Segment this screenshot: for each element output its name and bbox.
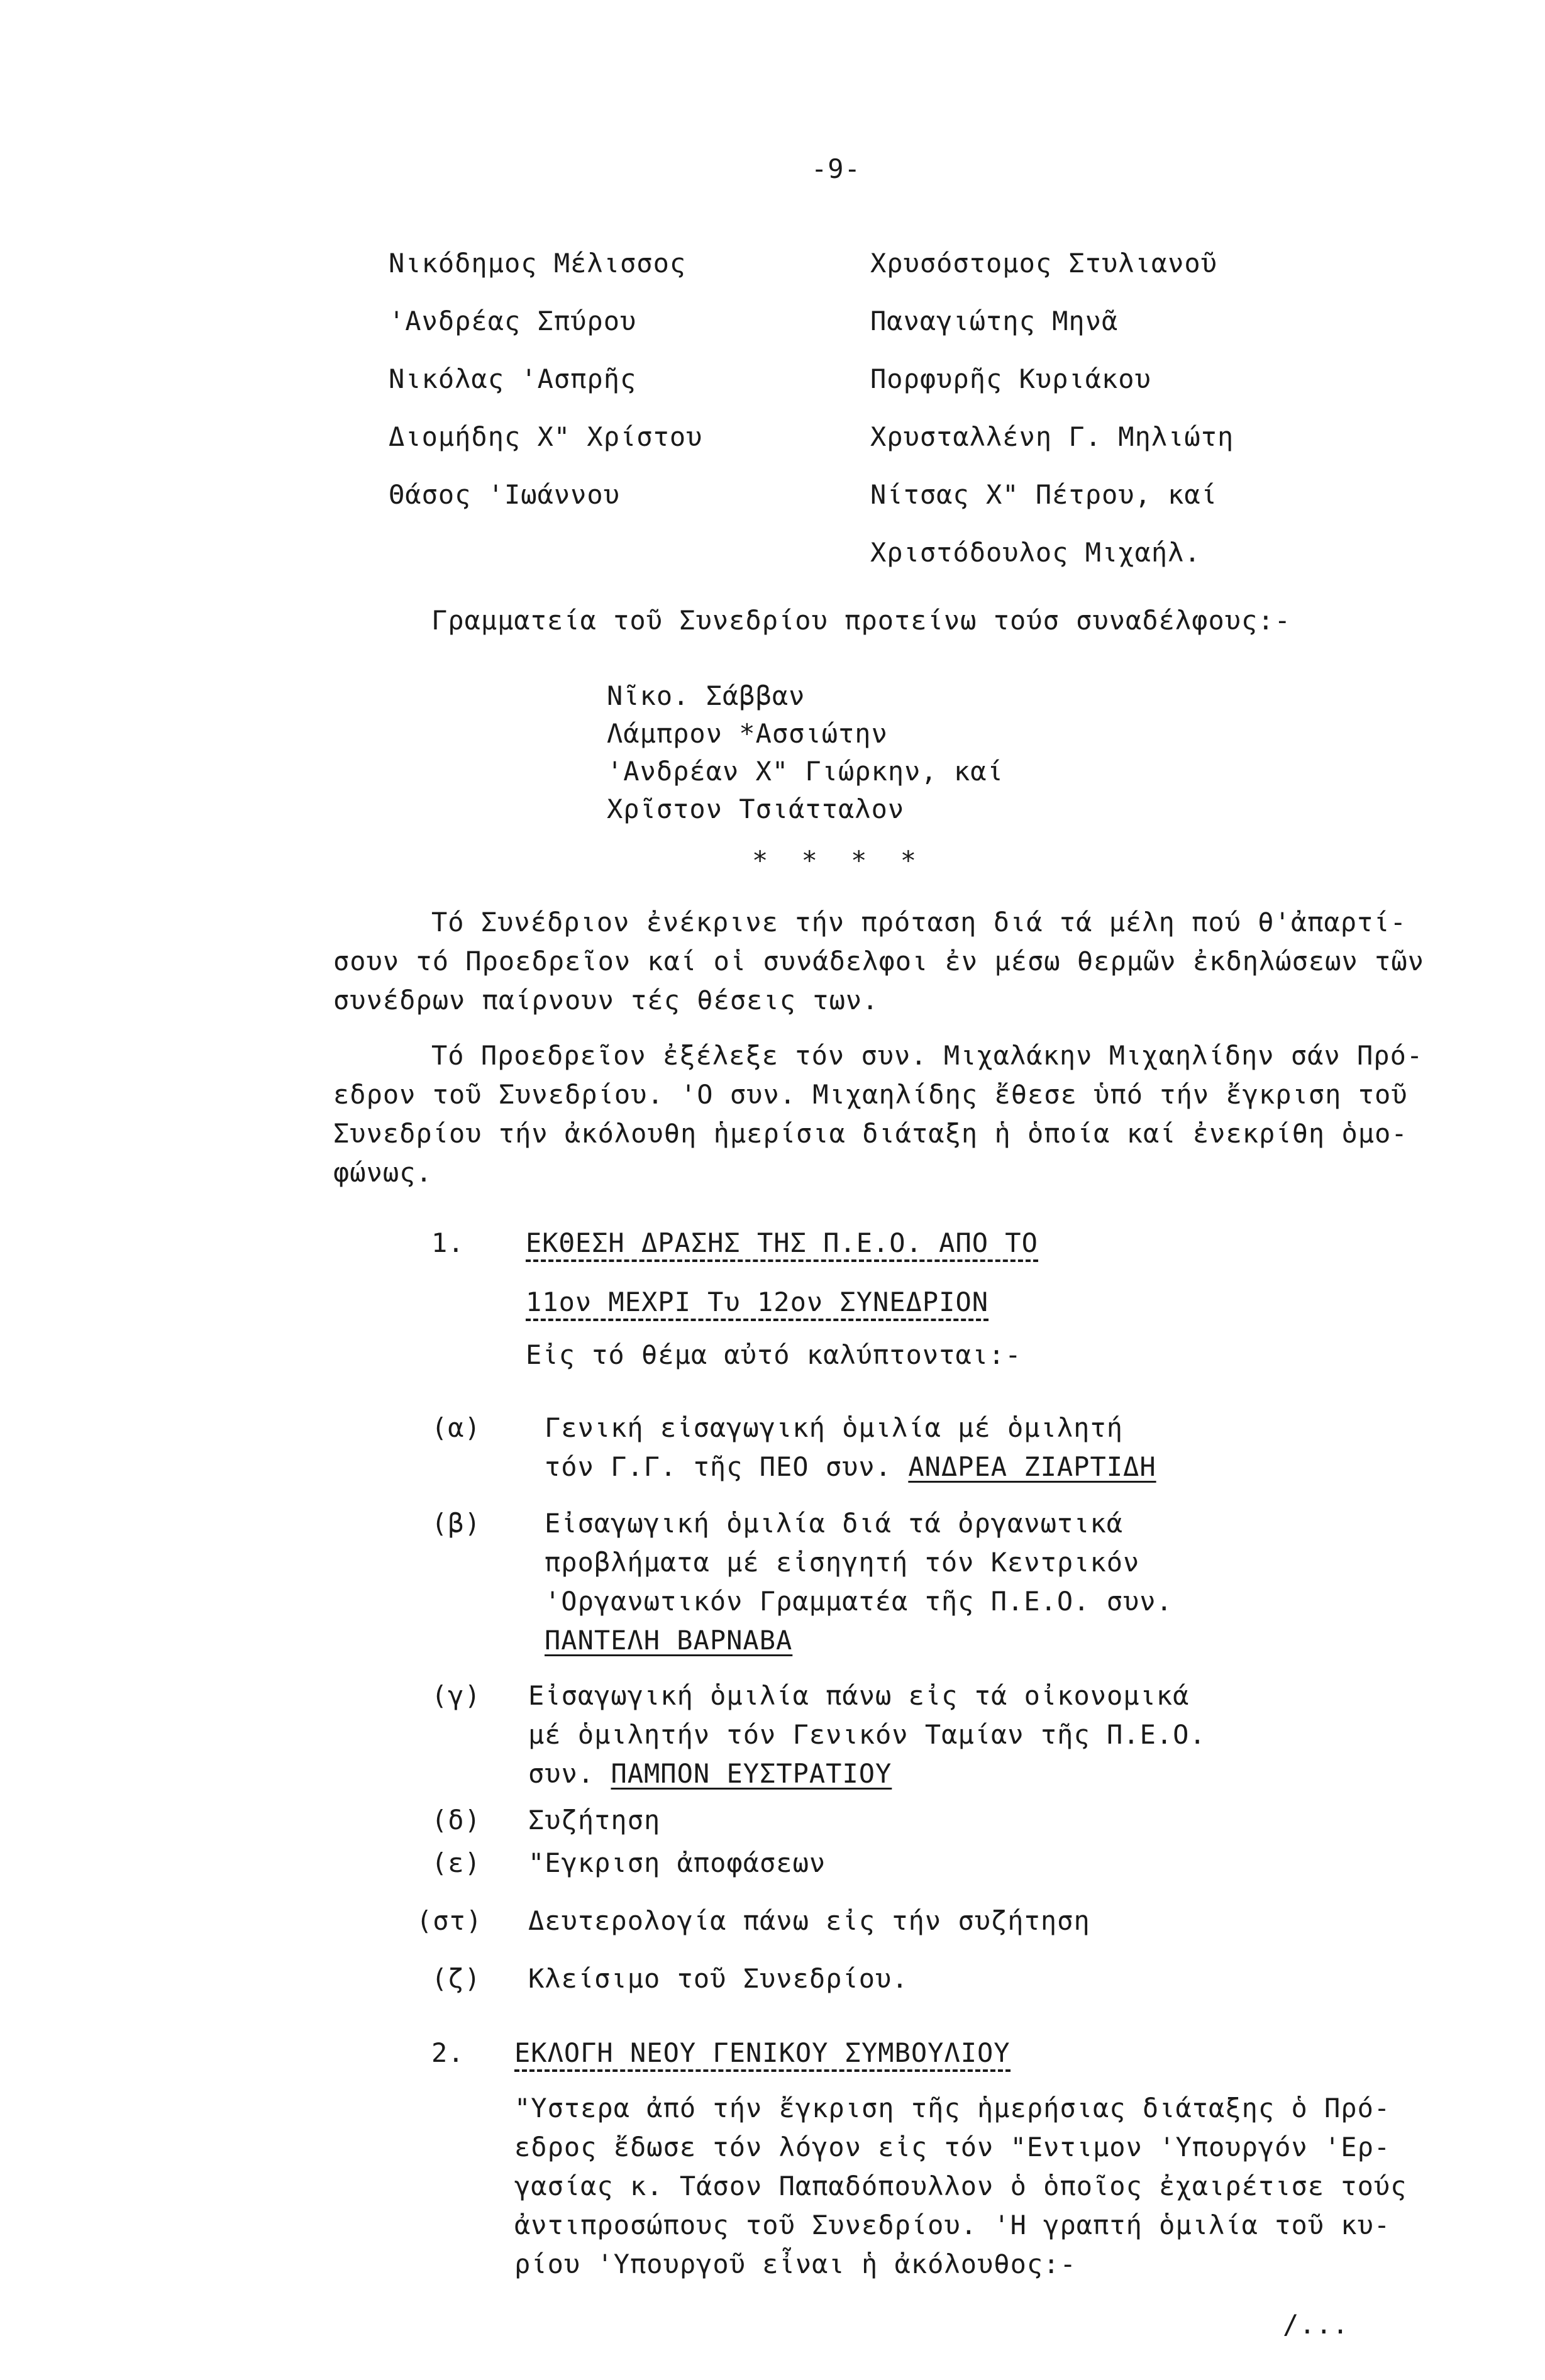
subitem-c-label: (γ) — [431, 1680, 481, 1711]
secretariat-name-4: Χρῖστον Τσιάτταλον — [607, 794, 905, 824]
secretariat-intro: Γραμματεία τοῦ Συνεδρίου προτείνω τούσ συναδέλφους:- — [431, 605, 1291, 636]
subitem-e-line-1: "Εγκριση ἀποφάσεων — [528, 1847, 826, 1878]
para2-line-3: Συνεδρίου τήν ἀκόλουθη ἡμερίσια διάταξη ἡ ὁποία καί ἐνεκρίθη ὁμο- — [333, 1118, 1408, 1149]
subitem-a-line-1: Γενική εἰσαγωγική ὁμιλία μέ ὁμιλητή — [545, 1412, 1124, 1443]
subitem-c-line-2: μέ ὁμιλητήν τόν Γενικόν Ταμίαν τῆς Π.Ε.Ο. — [528, 1719, 1206, 1750]
subitem-c-line-3 — [528, 1754, 892, 1793]
para2-line-1: Τό Προεδρεῖον ἐξέλεξε τόν συν. Μιχαλάκην Μιχαηλίδην σάν Πρό- — [431, 1040, 1424, 1071]
item1-heading-line-1 — [526, 1224, 1038, 1263]
subitem-c-speaker: ΠΑΜΠΟΝ ΕΥΣΤΡΑΤΙΟΥ — [611, 1758, 892, 1789]
name-left-4: Διομήδης Χ" Χρίστου — [389, 421, 703, 452]
separator-asterisks: * * * * — [752, 845, 926, 876]
subitem-b-speaker: ΠΑΝΤΕΛΗ ΒΑΡΝΑΒΑ — [545, 1625, 793, 1656]
subitem-st-label: (στ) — [416, 1905, 483, 1936]
item2-number: 2. — [431, 2037, 465, 2068]
item2-line-2: εδρος ἔδωσε τόν λόγον εἰς τόν "Εντιμον 'Υπουργόν 'Ερ- — [514, 2132, 1391, 2162]
secretariat-name-3: 'Ανδρέαν Χ" Γιώρκην, καί — [607, 756, 1004, 787]
subitem-b-line-2: προβλήματα μέ εἰσηγητή τόν Κεντρικόν — [545, 1547, 1140, 1578]
item2-heading: ΕΚΛΟΓΗ ΝΕΟΥ ΓΕΝΙΚΟΥ ΣΥΜΒΟΥΛΙΟΥ — [514, 2037, 1011, 2072]
subitem-a-label: (α) — [431, 1412, 481, 1443]
subitem-b-label: (β) — [431, 1508, 481, 1539]
para2-line-4: φώνως. — [333, 1157, 433, 1188]
item2-line-4: ἀντιπροσώπους τοῦ Συνεδρίου. 'Η γραπτή ὁμιλία τοῦ κυ- — [514, 2210, 1391, 2240]
item1-heading-text-2: 11ον ΜΕΧΡΙ Τυ 12ον ΣΥΝΕΔΡΙΟΝ — [526, 1287, 988, 1321]
subitem-b-speaker-line — [545, 1621, 792, 1660]
para1-line-3: συνέδρων παίρνουν τές θέσεις των. — [333, 985, 879, 1016]
name-left-3: Νικόλας 'Ασπρῆς — [389, 363, 637, 394]
item1-intro: Εἰς τό θέμα αὐτό καλύπτονται:- — [526, 1339, 1022, 1370]
name-right-6: Χριστόδουλος Μιχαήλ. — [870, 537, 1201, 568]
name-right-5: Νίτσας Χ" Πέτρου, καί — [870, 479, 1218, 510]
name-right-3: Πορφυρῆς Κυριάκου — [870, 363, 1151, 394]
para1-line-2: σουν τό Προεδρεῖον καί οἱ συνάδελφοι ἐν μέσω θερμῶν ἐκδηλώσεων τῶν — [333, 946, 1424, 977]
subitem-z-label: (ζ) — [431, 1963, 481, 1994]
subitem-d-label: (δ) — [431, 1805, 481, 1835]
name-left-2: 'Ανδρέας Σπύρου — [389, 306, 637, 336]
name-right-2: Παναγιώτης Μηνᾶ — [870, 306, 1119, 336]
subitem-z-line-1: Κλείσιμο τοῦ Συνεδρίου. — [528, 1963, 909, 1994]
para1-line-1: Τό Συνέδριον ἐνέκρινε τήν πρόταση διά τά μέλη πού θ'ἀπαρτί- — [431, 907, 1407, 938]
item2-heading-line — [514, 2034, 1011, 2073]
subitem-a-speaker: ΑΝΔΡΕΑ ΖΙΑΡΤΙΔΗ — [908, 1451, 1156, 1482]
subitem-a-line-2 — [545, 1447, 1156, 1486]
item2-line-5: ρίου 'Υπουργοῦ εἶναι ἡ ἀκόλουθος:- — [514, 2249, 1077, 2279]
secretariat-name-2: Λάμπρον *Ασσιώτην — [607, 718, 888, 749]
para2-line-2: εδρον τοῦ Συνεδρίου. 'Ο συν. Μιχαηλίδης ἔθεσε ὑπό τήν ἔγκριση τοῦ — [333, 1079, 1408, 1110]
name-left-5: Θάσος 'Ιωάννου — [389, 479, 621, 510]
subitem-b-line-1: Εἰσαγωγική ὁμιλία διά τά ὀργανωτικά — [545, 1508, 1124, 1539]
name-left-1: Νικόδημος Μέλισσος — [389, 248, 687, 279]
subitem-st-line-1: Δευτερολογία πάνω εἰς τήν συζήτηση — [528, 1905, 1090, 1936]
continuation-mark: /... — [1283, 2309, 1349, 2340]
subitem-e-label: (ε) — [431, 1847, 481, 1878]
subitem-a-line-2-text: τόν Γ.Γ. τῆς ΠΕΟ συν. — [545, 1451, 892, 1482]
page-number: -9- — [811, 153, 861, 184]
subitem-c-line-3-text: συν. — [528, 1758, 595, 1789]
item2-line-3: γασίας κ. Τάσον Παπαδόπουλλον ὁ ὁποῖος ἐχαιρέτισε τούς — [514, 2171, 1407, 2201]
item1-heading-line-2 — [526, 1283, 988, 1322]
secretariat-name-1: Νῖκο. Σάββαν — [607, 680, 806, 711]
subitem-b-line-3: 'Οργανωτικόν Γραμματέα τῆς Π.Ε.Ο. συν. — [545, 1586, 1173, 1617]
name-right-4: Χρυσταλλένη Γ. Μηλιώτη — [870, 421, 1234, 452]
item1-heading-text-1: ΕΚΘΕΣΗ ΔΡΑΣΗΣ ΤΗΣ Π.Ε.Ο. ΑΠΟ ΤΟ — [526, 1227, 1038, 1262]
subitem-d-line-1: Συζήτηση — [528, 1805, 661, 1835]
name-right-1: Χρυσόστομος Στυλιανοῦ — [870, 248, 1218, 279]
item1-number: 1. — [431, 1227, 465, 1258]
subitem-c-line-1: Εἰσαγωγική ὁμιλία πάνω εἰς τά οἰκονομικά — [528, 1680, 1190, 1711]
item2-line-1: "Υστερα ἀπό τήν ἔγκριση τῆς ἡμερήσιας διάταξης ὁ Πρό- — [514, 2093, 1391, 2123]
